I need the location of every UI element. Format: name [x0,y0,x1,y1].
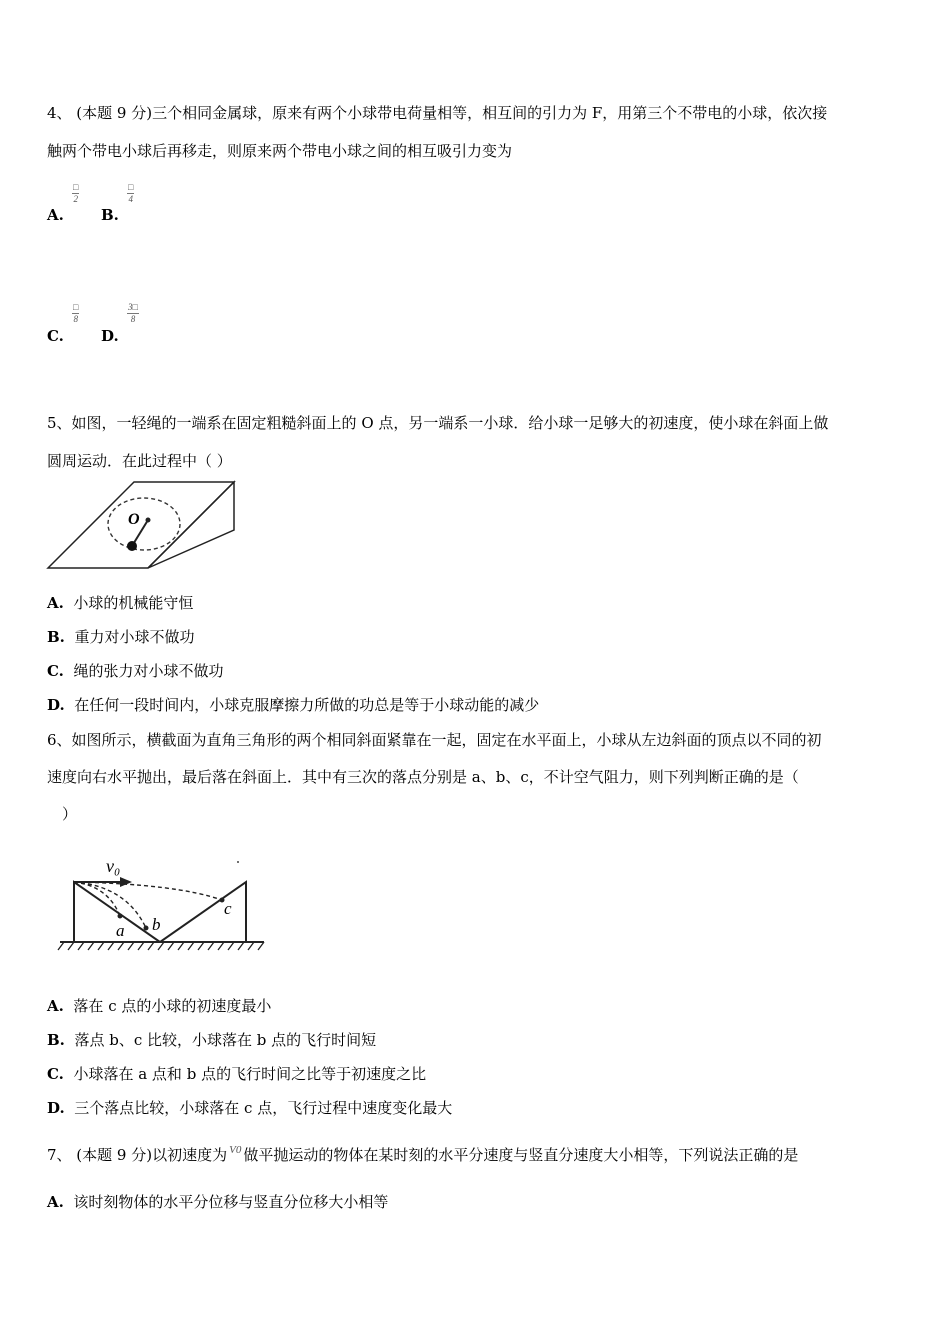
q4-option-b-num: □ [128,182,134,192]
q4-option-a-label: A. [47,206,64,224]
point-b-label: b [152,915,161,934]
q4-option-b-den: 4 [128,194,133,204]
circular-path [108,498,180,550]
ground-hatching [58,942,264,950]
q6-option-d-text: 三个落点比较，小球落在 c 点，飞行过程中速度变化最大 [74,1099,453,1117]
q5-option-b-text: 重力对小球不做功 [74,628,195,646]
q6-option-c-text: 小球落在 a 点和 b 点的飞行时间之比等于初速度之比 [73,1065,427,1083]
q4-option-a-fraction [72,182,79,205]
q5-option-d-label: D. [47,696,65,714]
q5-option-b [47,626,194,647]
landing-point-b [144,926,149,931]
point-o-label: O [128,511,140,528]
ball [127,541,137,551]
point-a-label: a [116,921,125,940]
q4-line-2: 触两个带电小球后再移走，则原来两个带电小球之间的相互吸引力变为 [47,142,513,160]
q7-option-a-label: A. [47,1193,64,1211]
point-c-label: c [224,899,232,918]
incline-side [148,482,234,568]
projectile-inclines-figure [56,848,268,958]
q4-option-c-fraction [72,302,79,325]
right-incline [160,882,246,942]
q6-option-c [47,1063,426,1084]
v0-label: v₀ [106,856,121,876]
q5-option-c-text: 绳的张力对小球不做功 [73,662,224,680]
q7-line-1-pre: 7、 (本题 9 分)以初速度为 [47,1146,228,1164]
q6-option-b-text: 落点 b、c 比较，小球落在 b 点的飞行时间短 [74,1031,377,1049]
q5-option-b-label: B. [47,628,65,646]
q4-option-d-label: D. [101,327,119,345]
q7-option-a [47,1191,388,1212]
q4-option-b-label: B. [101,206,119,224]
q7-option-a-text: 该时刻物体的水平分位移与竖直分位移大小相等 [73,1193,389,1211]
q6-option-a-label: A. [47,997,64,1015]
q4-option-c-den: 8 [73,314,78,324]
q5-line-2: 圆周运动．在此过程中（ ） [47,452,232,470]
q6-line-2: 速度向右水平抛出，最后落在斜面上．其中有三次的落点分别是 a、b、c，不计空气阻力，则下列判断正确的是（ [47,768,799,786]
q6-option-a [47,995,271,1016]
q5-option-c [47,660,223,681]
incline-circle-figure [44,478,240,572]
q6-option-b-label: B. [47,1031,65,1049]
q4-option-b-fraction [127,182,134,205]
velocity-arrowhead [120,877,132,887]
q6-option-b [47,1029,376,1050]
q7-line-1-post: 做平抛运动的物体在某时刻的水平分速度与竖直分速度大小相等，下列说法正确的是 [243,1146,799,1164]
q6-option-d-label: D. [47,1099,65,1117]
q4-option-d-num: 3□ [128,302,138,312]
landing-point-a [118,914,123,919]
q5-option-c-label: C. [47,662,64,680]
q5-line-1: 5、如图，一轻绳的一端系在固定粗糙斜面上的 O 点，另一端系一小球．给小球一足够大的初速度，使小球在斜面上做 [47,414,829,432]
q6-line-1: 6、如图所示，横截面为直角三角形的两个相同斜面紧靠在一起，固定在水平面上，小球从左边斜面的顶点以不同的初 [47,731,822,749]
q4-option-a-num: □ [73,182,79,192]
q5-option-d-text: 在任何一段时间内，小球克服摩擦力所做的功总是等于小球动能的减少 [74,696,540,714]
pivot-point [146,518,151,523]
v0-symbol: V0 [229,1144,242,1156]
q4-line-1: 4、 (本题 9 分)三个相同金属球，原来有两个小球带电荷量相等，相互间的引力为 F，用第三个不带电的小球，依次接 [47,104,828,122]
q6-option-c-label: C. [47,1065,64,1083]
q5-option-a-text: 小球的机械能守恒 [73,594,194,612]
q4-option-c-label: C. [47,327,64,345]
q5-option-a-label: A. [47,594,64,612]
q7-line-1 [47,1144,798,1165]
q4-option-a-den: 2 [73,194,78,204]
incline-surface [48,482,234,568]
q5-option-a [47,592,193,613]
q6-line-3: ） [62,805,78,823]
q4-option-d-fraction [127,302,139,325]
q5-option-d [47,694,539,715]
q6-option-d [47,1097,452,1118]
stray-dot [237,861,239,863]
q6-option-a-text: 落在 c 点的小球的初速度最小 [73,997,272,1015]
q4-option-d-den: 8 [130,314,136,324]
q4-option-c-num: □ [73,302,79,312]
